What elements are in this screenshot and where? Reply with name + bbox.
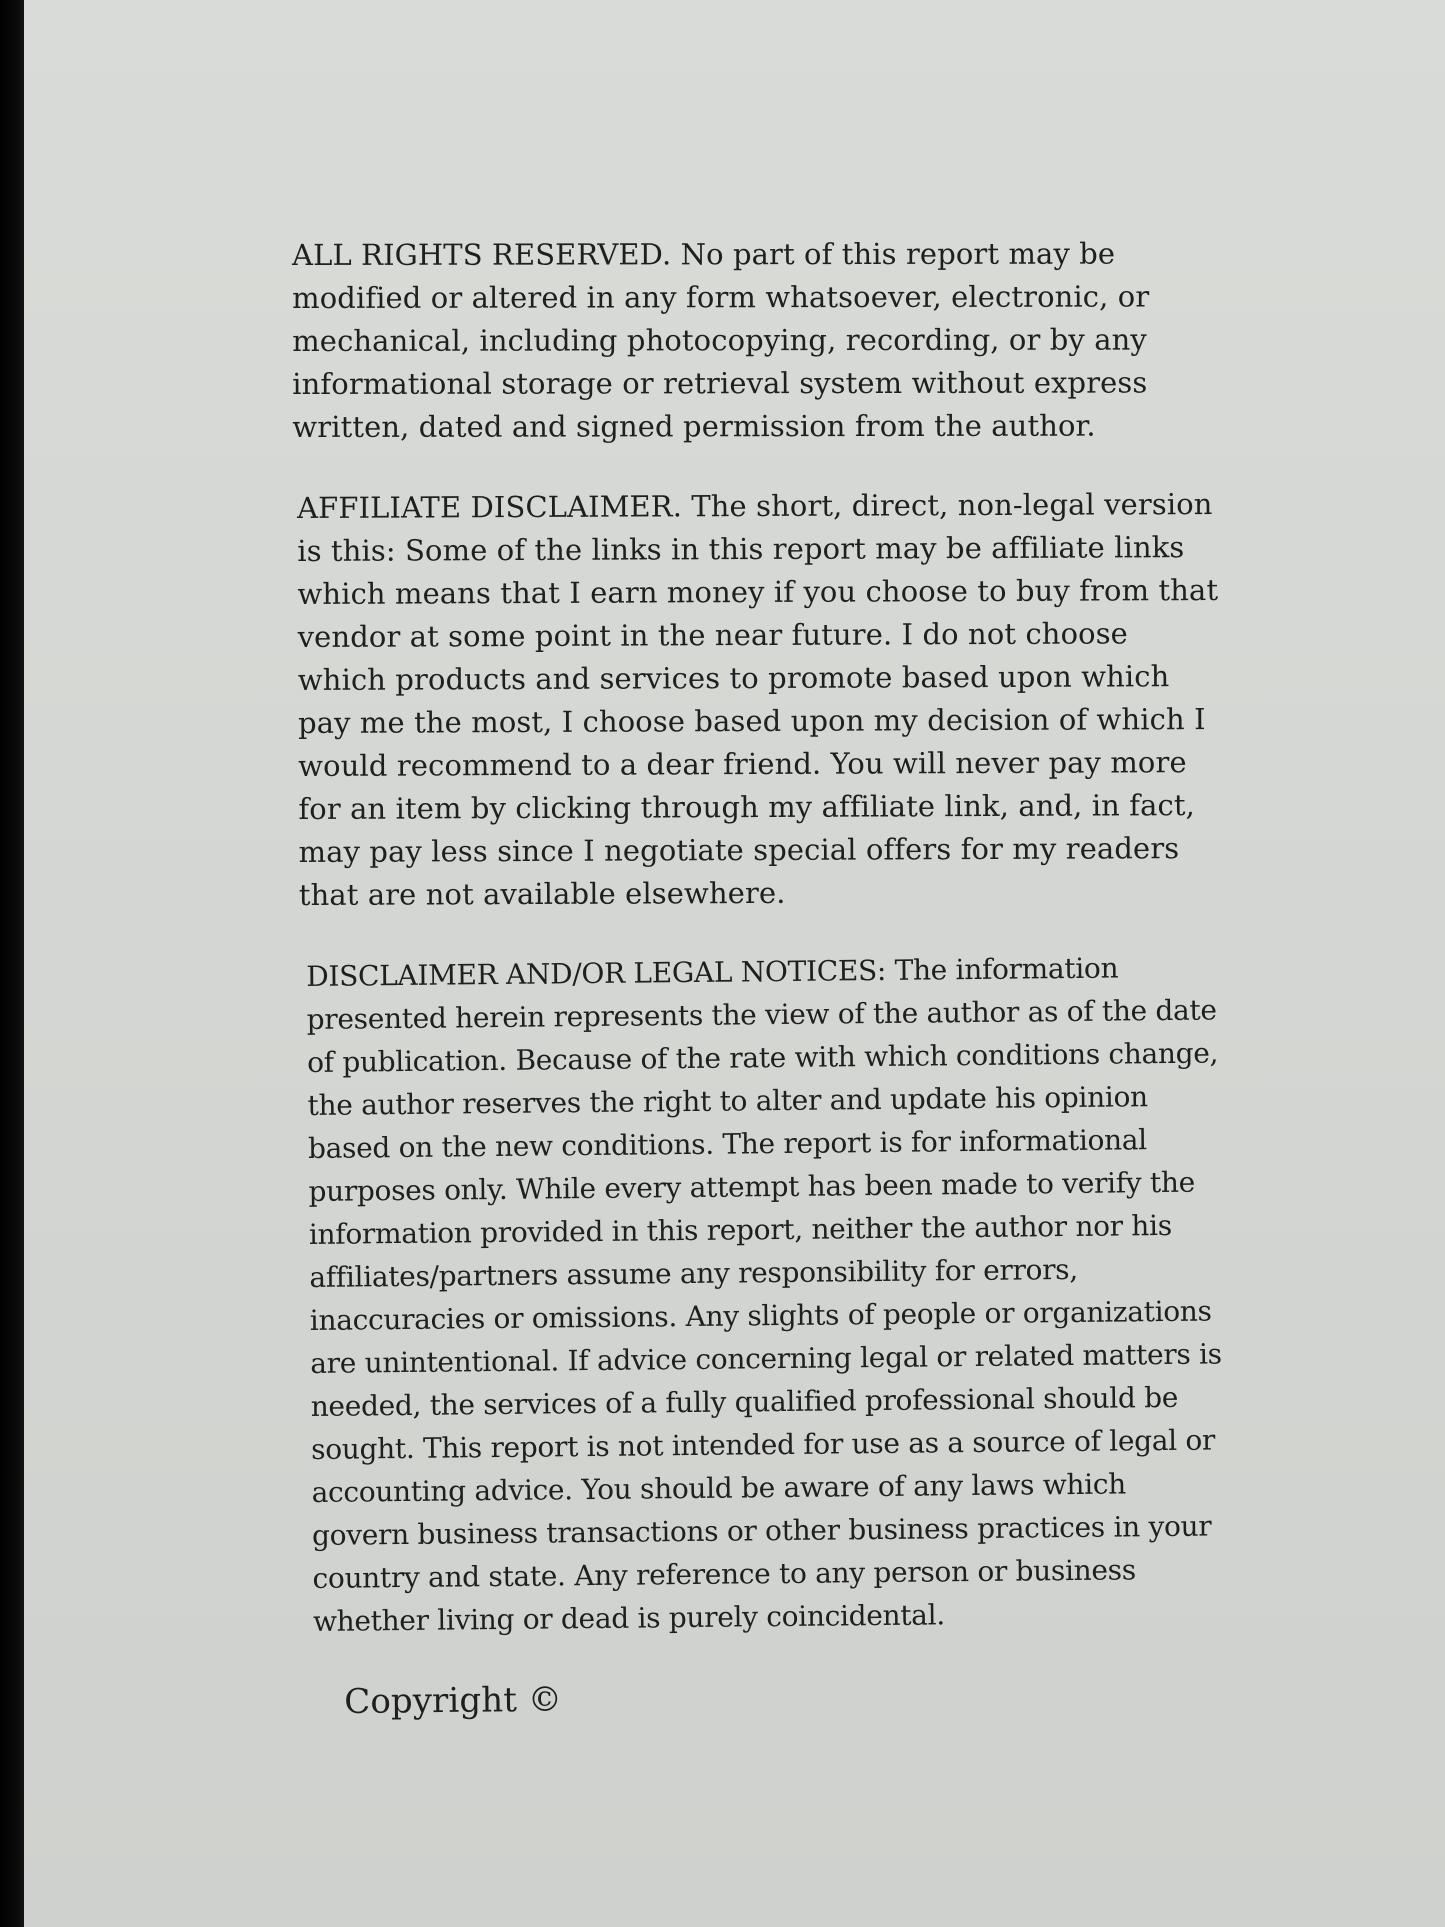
reader-screen (24, 0, 1445, 1927)
legal-notices-paragraph: DISCLAIMER AND/OR LEGAL NOTICES: The information presented herein represents the view of the author as of the date of publication. Because of the rate with which conditions change, the author reserves the right to alter and update his opinion based on the new conditions. The report is for informational purposes only. While every attempt has been made to verify the information provided in this report, neither the author nor his affiliates/partners assume any responsibility for errors, inaccuracies or omissions. Any slights of people or organizations are unintentional. If advice concerning legal or related matters is needed, the services of a fully qualified professional should be sought. This report is not intended for use as a source of legal or accounting advice. You should be aware of any laws which govern business transactions or other business practices in your country and state. Any reference to any person or business whether living or dead is purely coincidental. (306, 951, 1222, 1638)
rights-reserved-paragraph: ALL RIGHTS RESERVED. No part of this report may be modified or altered in any form whatsoever, electronic, or mechanical, including photocopying, recording, or by any informational storage or retrieval system without express written, dated and signed permission from the author. (292, 236, 1150, 444)
copyright-line: Copyright © (344, 1679, 563, 1722)
document-page (292, 234, 1222, 1724)
affiliate-disclaimer-paragraph: AFFILIATE DISCLAIMER. The short, direct, non-legal version is this: Some of the links in this report may be affiliate links which means that I earn money if you choose to buy from that vendor at some point in the near future. I do not choose which products and services to promote based upon which pay me the most, I choose based upon my decision of which I would recommend to a dear friend. You will never pay more for an item by clicking through my affiliate link, and, in fact, may pay less since I negotiate special offers for my readers that are not available elsewhere. (297, 487, 1219, 912)
